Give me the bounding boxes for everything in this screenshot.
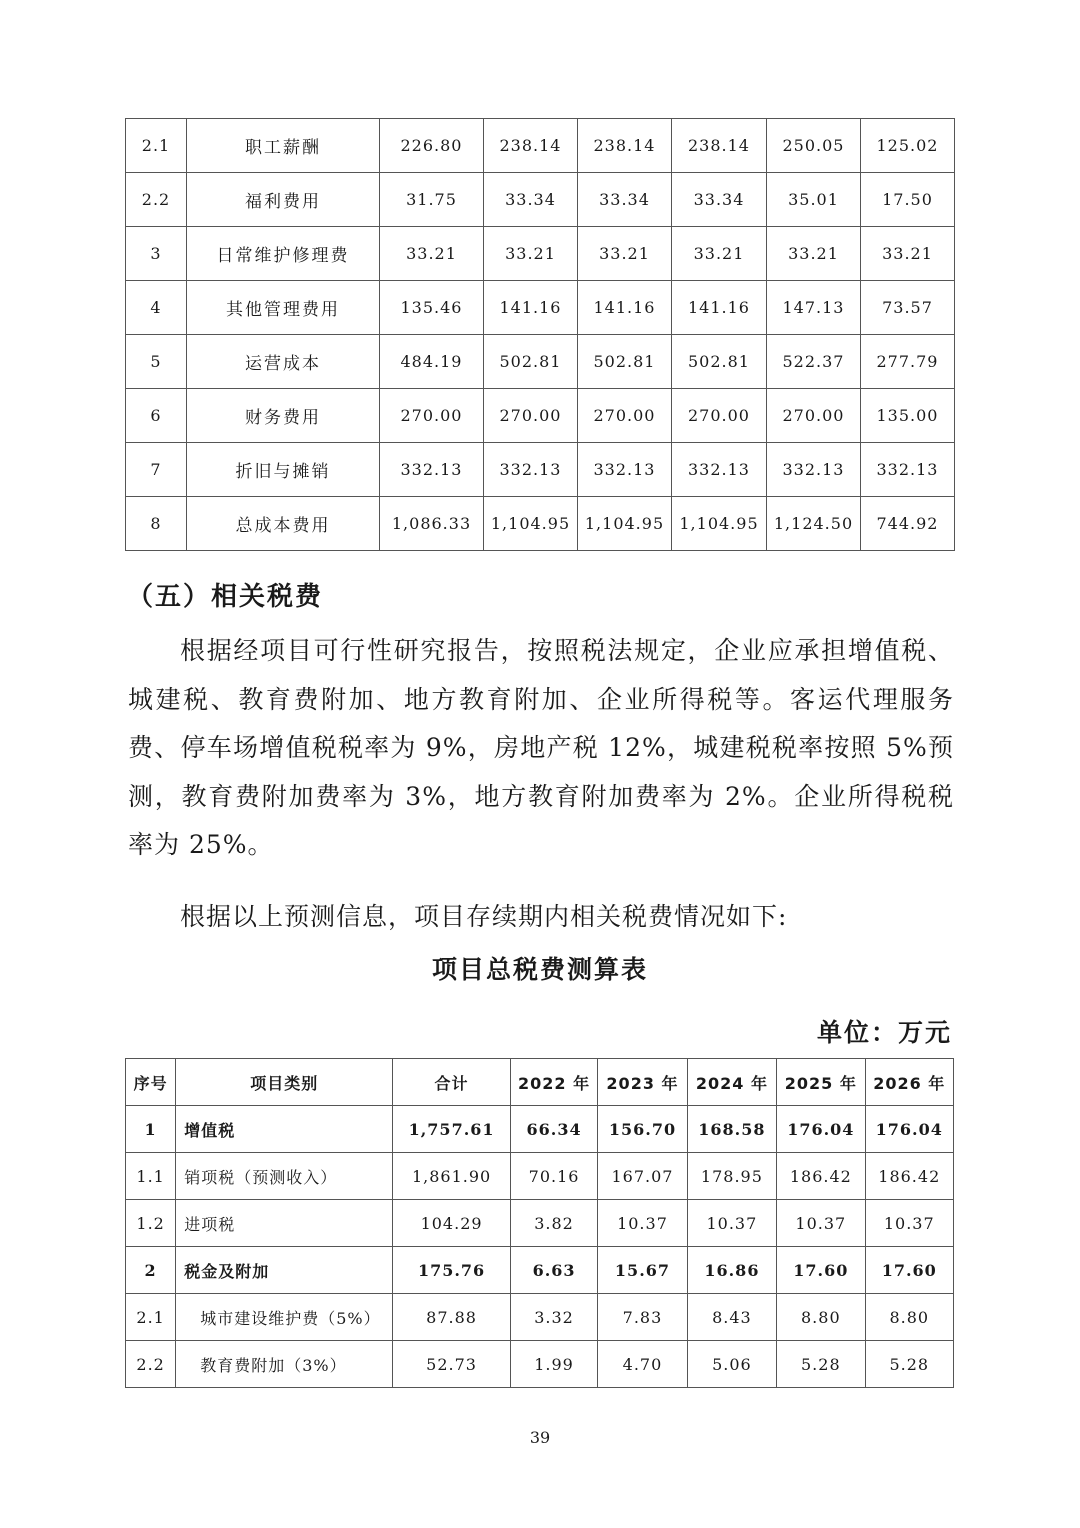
header-cell: 2023 年	[598, 1059, 687, 1106]
row-category: 城市建设维护费（5%）	[176, 1294, 393, 1341]
cell-value: 1.99	[510, 1341, 597, 1388]
cell-value: 176.04	[777, 1106, 865, 1153]
cell-value: 176.04	[865, 1106, 953, 1153]
cell-value: 1,757.61	[393, 1106, 511, 1153]
cell-value: 332.13	[861, 443, 955, 497]
cost-row	[126, 497, 955, 551]
row-category: 进项税	[176, 1200, 393, 1247]
cost-row	[126, 389, 955, 443]
header-cell: 序号	[126, 1059, 176, 1106]
unit-label: 单位：万元	[816, 1018, 952, 1047]
cell-value: 332.13	[484, 443, 578, 497]
tax-table	[125, 1058, 954, 1388]
row-number: 1.2	[126, 1200, 176, 1247]
cell-value: 332.13	[380, 443, 484, 497]
row-number: 2.2	[126, 173, 187, 227]
cell-value: 175.76	[393, 1247, 511, 1294]
cell-value: 141.16	[484, 281, 578, 335]
row-number: 3	[126, 227, 187, 281]
row-number: 7	[126, 443, 187, 497]
cell-value: 5.28	[777, 1341, 865, 1388]
section-heading: （五）相关税费	[127, 582, 324, 612]
row-item: 运营成本	[187, 335, 380, 389]
row-number: 2.1	[126, 119, 187, 173]
row-number: 2.2	[126, 1341, 176, 1388]
cell-value: 10.37	[598, 1200, 687, 1247]
cell-value: 33.21	[861, 227, 955, 281]
cell-value: 33.21	[767, 227, 861, 281]
cell-value: 484.19	[380, 335, 484, 389]
row-item: 福利费用	[187, 173, 380, 227]
cell-value: 16.86	[687, 1247, 776, 1294]
cell-value: 33.21	[578, 227, 672, 281]
cell-value: 332.13	[578, 443, 672, 497]
cell-value: 178.95	[687, 1153, 776, 1200]
cell-value: 522.37	[767, 335, 861, 389]
cell-value: 502.81	[484, 335, 578, 389]
cell-value: 270.00	[767, 389, 861, 443]
cell-value: 5.06	[687, 1341, 776, 1388]
cost-row	[126, 335, 955, 389]
tax-row	[126, 1200, 954, 1247]
cell-value: 238.14	[484, 119, 578, 173]
row-number: 5	[126, 335, 187, 389]
row-category: 销项税（预测收入）	[176, 1153, 393, 1200]
cell-value: 35.01	[767, 173, 861, 227]
cell-value: 168.58	[687, 1106, 776, 1153]
tax-row	[126, 1106, 954, 1153]
cell-value: 31.75	[380, 173, 484, 227]
cell-value: 1,124.50	[767, 497, 861, 551]
row-number: 2.1	[126, 1294, 176, 1341]
cell-value: 270.00	[672, 389, 767, 443]
cell-value: 250.05	[767, 119, 861, 173]
table-header-row	[126, 1059, 954, 1106]
header-cell: 项目类别	[176, 1059, 393, 1106]
cell-value: 1,104.95	[484, 497, 578, 551]
cell-value: 238.14	[672, 119, 767, 173]
cell-value: 17.60	[865, 1247, 953, 1294]
row-item: 日常维护修理费	[187, 227, 380, 281]
row-item: 总成本费用	[187, 497, 380, 551]
row-item: 其他管理费用	[187, 281, 380, 335]
row-number: 8	[126, 497, 187, 551]
cell-value: 1,861.90	[393, 1153, 511, 1200]
cell-value: 147.13	[767, 281, 861, 335]
row-number: 6	[126, 389, 187, 443]
cell-value: 66.34	[510, 1106, 597, 1153]
cost-table	[125, 118, 955, 551]
cell-value: 4.70	[598, 1341, 687, 1388]
tax-row	[126, 1341, 954, 1388]
cell-value: 17.50	[861, 173, 955, 227]
row-number: 1.1	[126, 1153, 176, 1200]
header-cell: 2026 年	[865, 1059, 953, 1106]
cost-row	[126, 119, 955, 173]
cell-value: 33.21	[380, 227, 484, 281]
cell-value: 6.63	[510, 1247, 597, 1294]
cell-value: 186.42	[865, 1153, 953, 1200]
row-item: 折旧与摊销	[187, 443, 380, 497]
cell-value: 104.29	[393, 1200, 511, 1247]
cell-value: 33.34	[672, 173, 767, 227]
cell-value: 502.81	[672, 335, 767, 389]
cell-value: 744.92	[861, 497, 955, 551]
body-paragraph: 根据经项目可行性研究报告，按照税法规定，企业应承担增值税、城建税、教育费附加、地方教育附加、企业所得税等。客运代理服务费、停车场增值税税率为 9%，房地产税 12%，城建税税率按照 5%预测，教育费附加费率为 3%，地方教育附加费率为 2%。企业所得税税率为 25%。	[128, 636, 954, 859]
cell-value: 125.02	[861, 119, 955, 173]
row-category: 税金及附加	[176, 1247, 393, 1294]
table-title: 项目总税费测算表	[431, 955, 648, 984]
cell-value: 17.60	[777, 1247, 865, 1294]
cell-value: 141.16	[578, 281, 672, 335]
page-number: 39	[529, 1428, 551, 1447]
header-cell: 2022 年	[510, 1059, 597, 1106]
cost-row	[126, 281, 955, 335]
cost-row	[126, 443, 955, 497]
cell-value: 73.57	[861, 281, 955, 335]
header-cell: 2024 年	[687, 1059, 776, 1106]
cell-value: 332.13	[767, 443, 861, 497]
cell-value: 141.16	[672, 281, 767, 335]
body-paragraph: 根据以上预测信息，项目存续期内相关税费情况如下:	[180, 902, 788, 931]
tax-row	[126, 1294, 954, 1341]
row-number: 2	[126, 1247, 176, 1294]
header-cell: 合计	[393, 1059, 511, 1106]
cell-value: 186.42	[777, 1153, 865, 1200]
cell-value: 135.46	[380, 281, 484, 335]
cell-value: 156.70	[598, 1106, 687, 1153]
cell-value: 270.00	[578, 389, 672, 443]
cell-value: 8.80	[865, 1294, 953, 1341]
cell-value: 270.00	[380, 389, 484, 443]
cell-value: 8.80	[777, 1294, 865, 1341]
cell-value: 33.34	[578, 173, 672, 227]
cell-value: 135.00	[861, 389, 955, 443]
header-cell: 2025 年	[777, 1059, 865, 1106]
cell-value: 33.21	[672, 227, 767, 281]
row-category: 增值税	[176, 1106, 393, 1153]
cell-value: 167.07	[598, 1153, 687, 1200]
cell-value: 33.34	[484, 173, 578, 227]
cell-value: 277.79	[861, 335, 955, 389]
cell-value: 70.16	[510, 1153, 597, 1200]
cell-value: 1,104.95	[578, 497, 672, 551]
cell-value: 1,086.33	[380, 497, 484, 551]
cell-value: 502.81	[578, 335, 672, 389]
cell-value: 15.67	[598, 1247, 687, 1294]
tax-row	[126, 1153, 954, 1200]
cell-value: 238.14	[578, 119, 672, 173]
cell-value: 1,104.95	[672, 497, 767, 551]
tax-row	[126, 1247, 954, 1294]
cell-value: 226.80	[380, 119, 484, 173]
row-item: 财务费用	[187, 389, 380, 443]
cell-value: 3.82	[510, 1200, 597, 1247]
cell-value: 270.00	[484, 389, 578, 443]
cell-value: 5.28	[865, 1341, 953, 1388]
cell-value: 87.88	[393, 1294, 511, 1341]
row-item: 职工薪酬	[187, 119, 380, 173]
cell-value: 7.83	[598, 1294, 687, 1341]
cell-value: 10.37	[687, 1200, 776, 1247]
cell-value: 52.73	[393, 1341, 511, 1388]
row-number: 1	[126, 1106, 176, 1153]
cost-row	[126, 227, 955, 281]
row-number: 4	[126, 281, 187, 335]
cell-value: 332.13	[672, 443, 767, 497]
cell-value: 8.43	[687, 1294, 776, 1341]
cell-value: 10.37	[865, 1200, 953, 1247]
cell-value: 3.32	[510, 1294, 597, 1341]
cell-value: 33.21	[484, 227, 578, 281]
cell-value: 10.37	[777, 1200, 865, 1247]
cost-row	[126, 173, 955, 227]
row-category: 教育费附加（3%）	[176, 1341, 393, 1388]
